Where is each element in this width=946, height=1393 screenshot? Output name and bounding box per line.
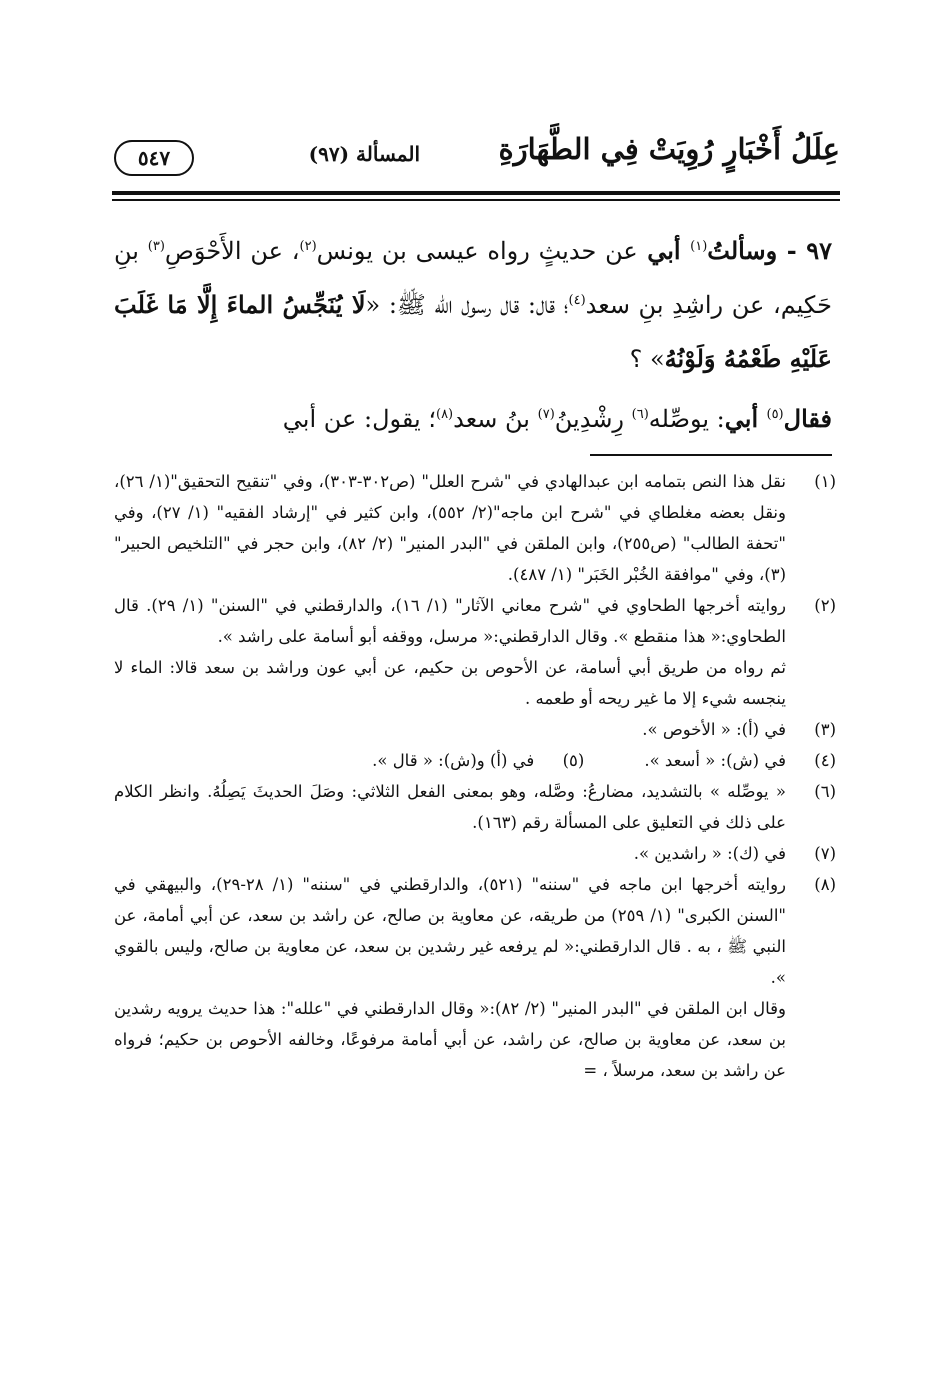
question-number: ٩٧ - وسألتُ <box>707 236 832 265</box>
footnote-number: (٤) <box>814 751 836 770</box>
hadith-text: لَا يُنَجِّسُ الماءَ إِلَّا مَا غَلَبَ عَلَيْهِ طَعْمُهُ وَلَوْنُهُ <box>114 290 832 373</box>
main-paragraph-question <box>114 224 832 386</box>
main-text-segment: ؛ قال: قال رسول الله <box>434 291 569 319</box>
footnote-ref: (٥) <box>766 407 784 422</box>
footnote-ref: (١) <box>690 239 708 254</box>
main-text-segment: الأَحْوَصِ <box>164 237 242 265</box>
footnote-6 <box>114 776 836 838</box>
footnote-number: (٦) <box>814 782 836 801</box>
footnote-number: (٣) <box>814 720 836 739</box>
main-text-segment: بنُ سعد <box>453 405 538 433</box>
answer-intro-2: أبي <box>724 404 767 433</box>
footnote-text: روايته أخرجها الطحاوي في "شرح معاني الآثار" (١/ ١٦)، والدارقطني في "السنن" (١/ ٢٩). قال الطحاوي:« هذا منقطع ». وقال الدارقطني:« مرسل، ووقفه أبو أسامة على راشد ». <box>114 596 786 646</box>
main-text-segment: » ؟ <box>629 345 665 373</box>
footnote-4 <box>644 745 836 776</box>
answer-intro: فقال <box>783 404 832 433</box>
footnote-ref: (٤) <box>568 293 586 308</box>
footnote-text: روايته أخرجها ابن ماجه في "سننه" (٥٢١)، والدارقطني في "سننه" (١/ ٢٨-٢٩)، والبيهقي في "السنن الكبرى" (١/ ٢٥٩) من طريقه، عن معاوية بن صالح، عن راشد بن سعد، عن أبي أمامة، عن النبي ﷺ ، به . قال الدارقطني:« لم يرفعه غير رشدين بن سعد، عن معاوية بن صالح، وليس بالقوي ». <box>114 875 787 987</box>
main-paragraph-answer <box>114 392 832 446</box>
main-text-segment: عن حديثٍ رواه عيسى بن يونس <box>316 237 638 265</box>
page-number-badge: ٥٤٧ <box>114 140 194 176</box>
main-text-segment: ، عن <box>250 237 300 265</box>
footnote-number: (٧) <box>814 844 836 863</box>
footnote-3 <box>114 714 836 745</box>
footnote-separator <box>590 454 832 456</box>
footnote-7 <box>114 838 836 869</box>
footnote-text: نقل هذا النص بتمامه ابن عبدالهادي في "شرح العلل" (ص٣٠٢-٣٠٣)، وفي "تنقيح التحقيق"(١/ ٢٦)، ونقل بعضه مغلطاي في "شرح ابن ماجه"(٢/ ٥٥٢)، وابن كثير في "إرشاد الفقيه" (١/ ٢٧)، وفي "تحفة الطالب" (ص٢٥٥)، وابن الملقن في "البدر المنير" (٢/ ٨٢)، وابن حجر في "التلخيص الحبير" (٣)، وفي "موافقة الخُبْر الخَبَر" (١/ ٤٨٧). <box>114 472 786 584</box>
footnote-number: (٨) <box>814 875 836 894</box>
footnote-8 <box>114 869 836 1086</box>
footnote-text: في (ش): « أسعد ». <box>644 751 786 770</box>
footnote-ref: (٣) <box>147 239 165 254</box>
issue-label: المسألة (٩٧) <box>308 142 420 166</box>
main-text-segment: ﷺ: « <box>365 291 426 319</box>
footnote-text: « يوصِّله » بالتشديد، مضارعُ: وصَّله، وهو بمعنى الفعل الثلاثي: وصَلَ الحديثَ يَصِلُهُ. وانظر الكلام على ذلك في التعليق على المسألة رقم (١٦٣). <box>114 782 786 832</box>
footnote-text-continued: ثم رواه من طريق أبي أسامة، عن الأحوص بن حكيم، عن أبي عون وراشد بن سعد قالا: الماء لا ينجسه شيء إلا ما غير ريحه أو طعمه . <box>114 658 786 708</box>
footnote-ref: (٦) <box>631 407 649 422</box>
footnote-row-4-5 <box>114 745 836 776</box>
footnote-ref: (٧) <box>537 407 555 422</box>
footnotes <box>114 466 836 1086</box>
footnote-text-continued: وقال ابن الملقن في "البدر المنير" (٢/ ٨٢):« وقال الدارقطني في "علله": هذا حديث يرويه رشدين بن سعد، عن معاوية بن صالح، عن راشد، عن أبي أمامة مرفوعًا، وخالفه الأحوص بن حكيم؛ فرواه عن راشد بن سعد، مرسلاً ، = <box>114 999 786 1080</box>
page-header <box>108 128 840 184</box>
footnote-number: (٥) <box>562 751 585 770</box>
main-text-segment: ؛ يقول: عن أبي <box>282 405 436 433</box>
narrator-bold: أبي <box>637 236 691 265</box>
main-text-segment: بنِ حَكِيم، عن راشِدِ بنِ سعد <box>114 237 832 319</box>
main-text <box>114 224 832 446</box>
main-text-segment: : يوصِّله <box>648 405 725 433</box>
main-text-segment: رِشْدِينُ <box>554 405 632 433</box>
footnote-text: في (ك): « راشدين ». <box>633 844 786 863</box>
footnote-number: (٢) <box>814 596 836 615</box>
footnote-ref: (٢) <box>299 239 317 254</box>
footnote-number: (١) <box>814 472 836 491</box>
footnote-5 <box>372 745 584 776</box>
header-rule-thick <box>112 191 840 195</box>
footnote-text: في (أ): « الأخوص ». <box>642 720 786 739</box>
footnote-text: في (أ) و(ش): « قال ». <box>372 751 535 770</box>
header-rule-thin <box>112 199 840 201</box>
footnote-1 <box>114 466 836 590</box>
book-title: عِلَلُ أَخْبَارٍ رُوِيَتْ فِي الطَّهَارَةِ <box>498 132 840 166</box>
footnote-2 <box>114 590 836 714</box>
footnote-ref: (٨) <box>435 407 454 422</box>
